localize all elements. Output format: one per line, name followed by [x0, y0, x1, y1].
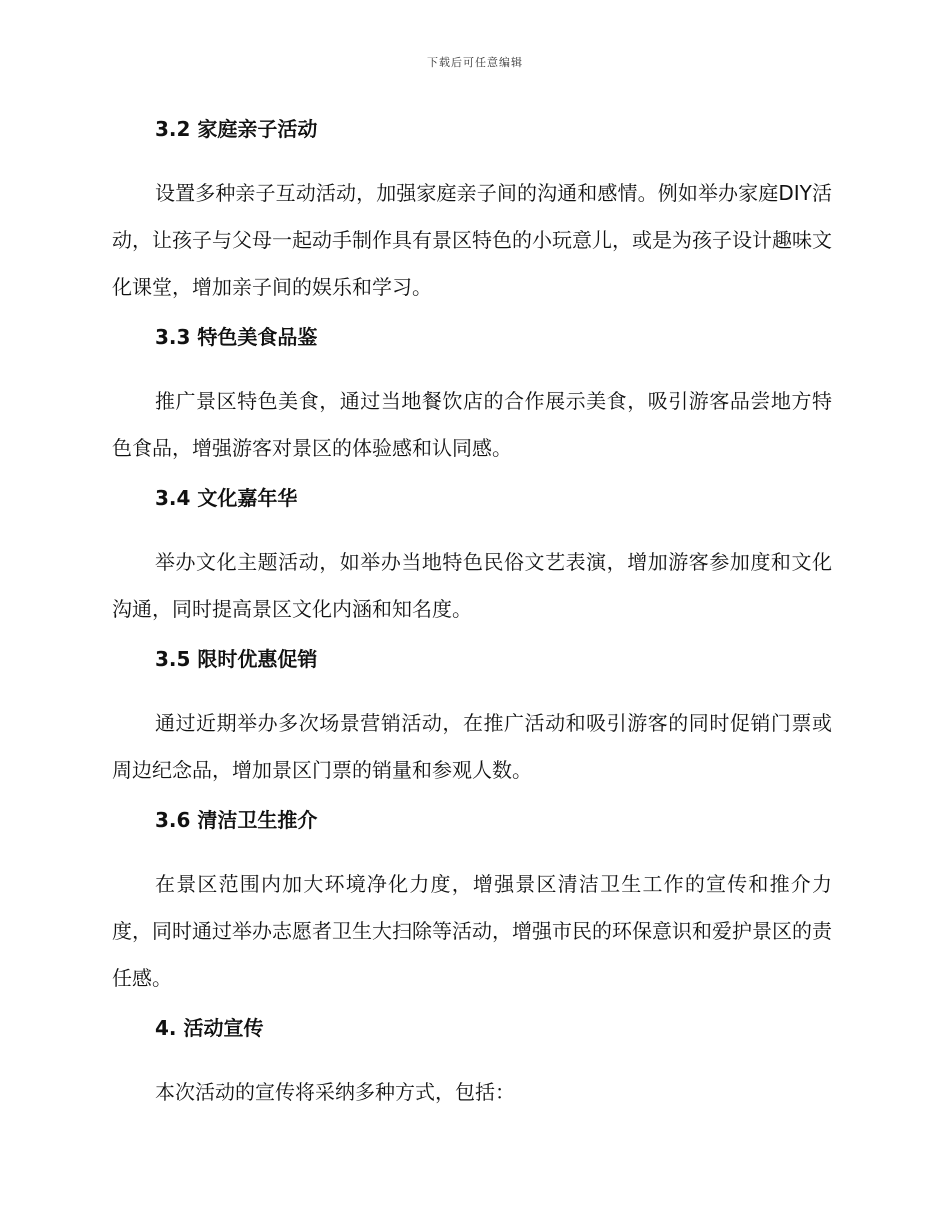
section-body-publicity: 本次活动的宣传将采纳多种方式，包括： — [155, 1080, 515, 1104]
section-heading-family-activities: 3.2 家庭亲子活动 — [155, 117, 318, 141]
document-body — [112, 110, 832, 1116]
section-body-family-activities: 设置多种亲子互动活动，加强家庭亲子间的沟通和感情。例如举办家庭DIY活动，让孩子与父母一起动手制作具有景区特色的小玩意儿，或是为孩子设计趣味文化课堂，增加亲子间的娱乐和学习。 — [112, 181, 832, 299]
page-header-note: 下载后可任意编辑 — [427, 56, 523, 69]
section-heading-cleanliness: 3.6 清洁卫生推介 — [155, 808, 318, 832]
section-body-cleanliness: 在景区范围内加大环境净化力度，增强景区清洁卫生工作的宣传和推介力度，同时通过举办志愿者卫生大扫除等活动，增强市民的环保意识和爱护景区的责任感。 — [112, 872, 832, 990]
section-body-limited-promotion: 通过近期举办多次场景营销活动，在推广活动和吸引游客的同时促销门票或周边纪念品，增加景区门票的销量和参观人数。 — [112, 711, 832, 782]
section-body-culture-carnival: 举办文化主题活动，如举办当地特色民俗文艺表演，增加游客参加度和文化沟通，同时提高景区文化内涵和知名度。 — [112, 550, 832, 621]
section-body-food-tasting: 推广景区特色美食，通过当地餐饮店的合作展示美食，吸引游客品尝地方特色食品，增强游客对景区的体验感和认同感。 — [112, 389, 832, 460]
section-heading-food-tasting: 3.3 特色美食品鉴 — [155, 325, 318, 349]
section-heading-culture-carnival: 3.4 文化嘉年华 — [155, 486, 298, 510]
section-heading-limited-promotion: 3.5 限时优惠促销 — [155, 647, 318, 671]
section-heading-publicity: 4. 活动宣传 — [155, 1016, 264, 1040]
